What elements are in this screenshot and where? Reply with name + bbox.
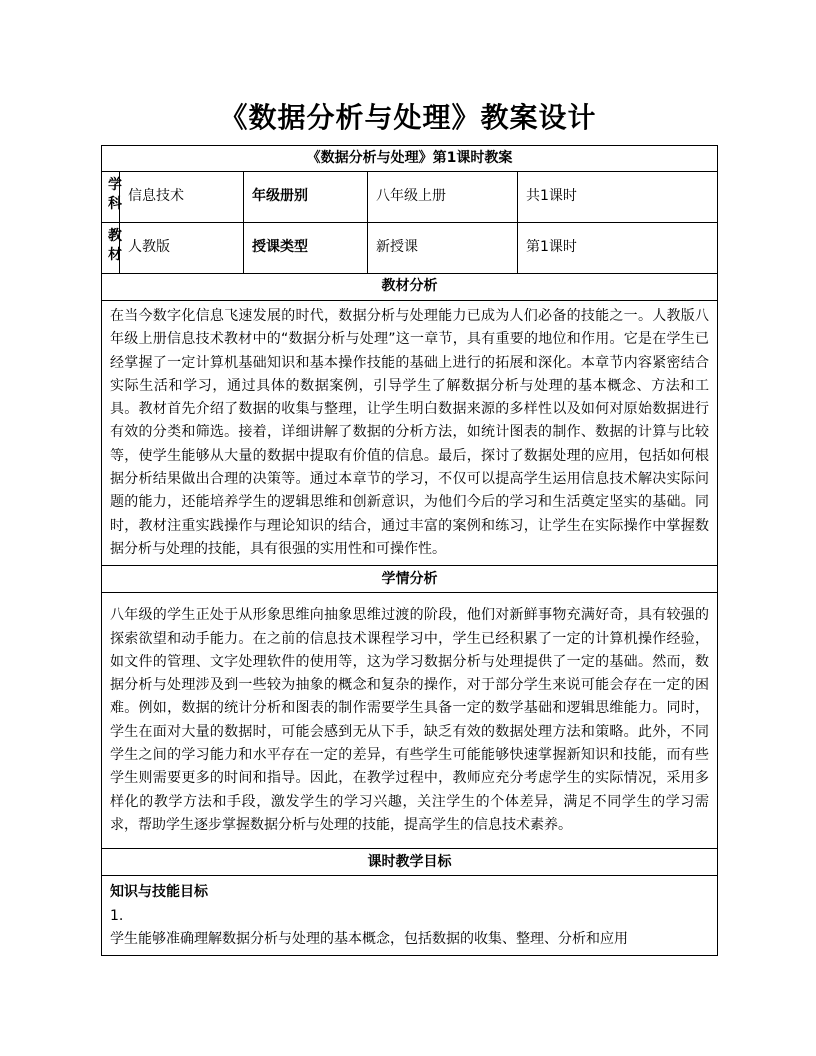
subject-value: 信息技术: [120, 172, 244, 223]
goals-row: [102, 876, 718, 956]
table-caption-row: [102, 146, 718, 172]
section-header-row: [102, 849, 718, 876]
section-teaching-goals: 课时教学目标: [102, 849, 718, 876]
period-number-value: 第1课时: [518, 223, 718, 274]
grade-value: 八年级上册: [368, 172, 518, 223]
stub-char-bottom: 材: [108, 247, 122, 263]
textbook-label-stub: [102, 223, 120, 274]
lesson-type-label: 授课类型: [244, 223, 368, 274]
knowledge-skills-heading: 知识与技能目标: [110, 884, 208, 901]
goal-item-text: 学生能够准确理解数据分析与处理的基本概念，包括数据的收集、整理、分析和应用: [110, 930, 628, 947]
stub-char-top: 学: [108, 177, 122, 193]
student-analysis-text: 八年级的学生正处于从形象思维向抽象思维过渡的阶段，他们对新鲜事物充满好奇，具有较强的探索欲望和动手能力。在之前的信息技术课程学习中，学生已经积累了一定的计算机操作经验，如文件的管理、文字处理软件的使用等，这为学习数据分析与处理提供了一定的基础。然而，数据分析与处理涉及到一些较为抽象的概念和复杂的操作，对于部分学生来说可能会存在一定的困难。例如，数据的统计分析和图表的制作需要学生具备一定的数学基础和逻辑思维能力。同时，学生在面对大量的数据时，可能会感到无从下手，缺乏有效的数据处理方法和策略。此外，不同学生之间的学习能力和水平存在一定的差异，有些学生可能能够快速掌握新知识和技能，而有些学生则需要更多的时间和指导。因此，在教学过程中，教师应充分考虑学生的实际情况，采用多样化的教学方法和手段，激发学生的学习兴趣，关注学生的个体差异，满足不同学生的学习需求，帮助学生逐步掌握数据分析与处理的技能，提高学生的信息技术素养。: [102, 593, 718, 849]
document-title: 《数据分析与处理》教案设计: [219, 101, 597, 134]
section-textbook-analysis: 教材分析: [102, 274, 718, 301]
subject-label-stub: [102, 172, 120, 223]
textbook-row: [102, 223, 718, 274]
goals-cell: [102, 876, 718, 956]
lesson-caption: 《数据分析与处理》第1课时教案: [102, 146, 718, 172]
total-periods-value: 共1课时: [518, 172, 718, 223]
section-header-row: [102, 566, 718, 593]
stub-char-bottom: 科: [108, 196, 122, 212]
subject-row: [102, 172, 718, 223]
student-analysis-row: [102, 593, 718, 849]
goal-item-number: 1.: [110, 907, 124, 924]
section-student-analysis: 学情分析: [102, 566, 718, 593]
stub-char-top: 教: [108, 228, 122, 244]
grade-label: 年级册别: [244, 172, 368, 223]
textbook-value: 人教版: [120, 223, 244, 274]
section-header-row: [102, 274, 718, 301]
textbook-analysis-text: 在当今数字化信息飞速发展的时代，数据分析与处理能力已成为人们必备的技能之一。人教版八年级上册信息技术教材中的“数据分析与处理”这一章节，具有重要的地位和作用。它是在学生已经掌握了一定计算机基础知识和基本操作技能的基础上进行的拓展和深化。本章节内容紧密结合实际生活和学习，通过具体的数据案例，引导学生了解数据分析与处理的基本概念、方法和工具。教材首先介绍了数据的收集与整理，让学生明白数据来源的多样性以及如何对原始数据进行有效的分类和筛选。接着，详细讲解了数据的分析方法，如统计图表的制作、数据的计算与比较等，使学生能够从大量的数据中提取有价值的信息。最后，探讨了数据处理的应用，包括如何根据分析结果做出合理的决策等。通过本章节的学习，不仅可以提高学生运用信息技术解决实际问题的能力，还能培养学生的逻辑思维和创新意识，为他们今后的学习和生活奠定坚实的基础。同时，教材注重实践操作与理论知识的结合，通过丰富的案例和练习，让学生在实际操作中掌握数据分析与处理的技能，具有很强的实用性和可操作性。: [102, 301, 718, 566]
lesson-type-value: 新授课: [368, 223, 518, 274]
textbook-analysis-row: [102, 301, 718, 566]
lesson-plan-table: [101, 145, 718, 956]
